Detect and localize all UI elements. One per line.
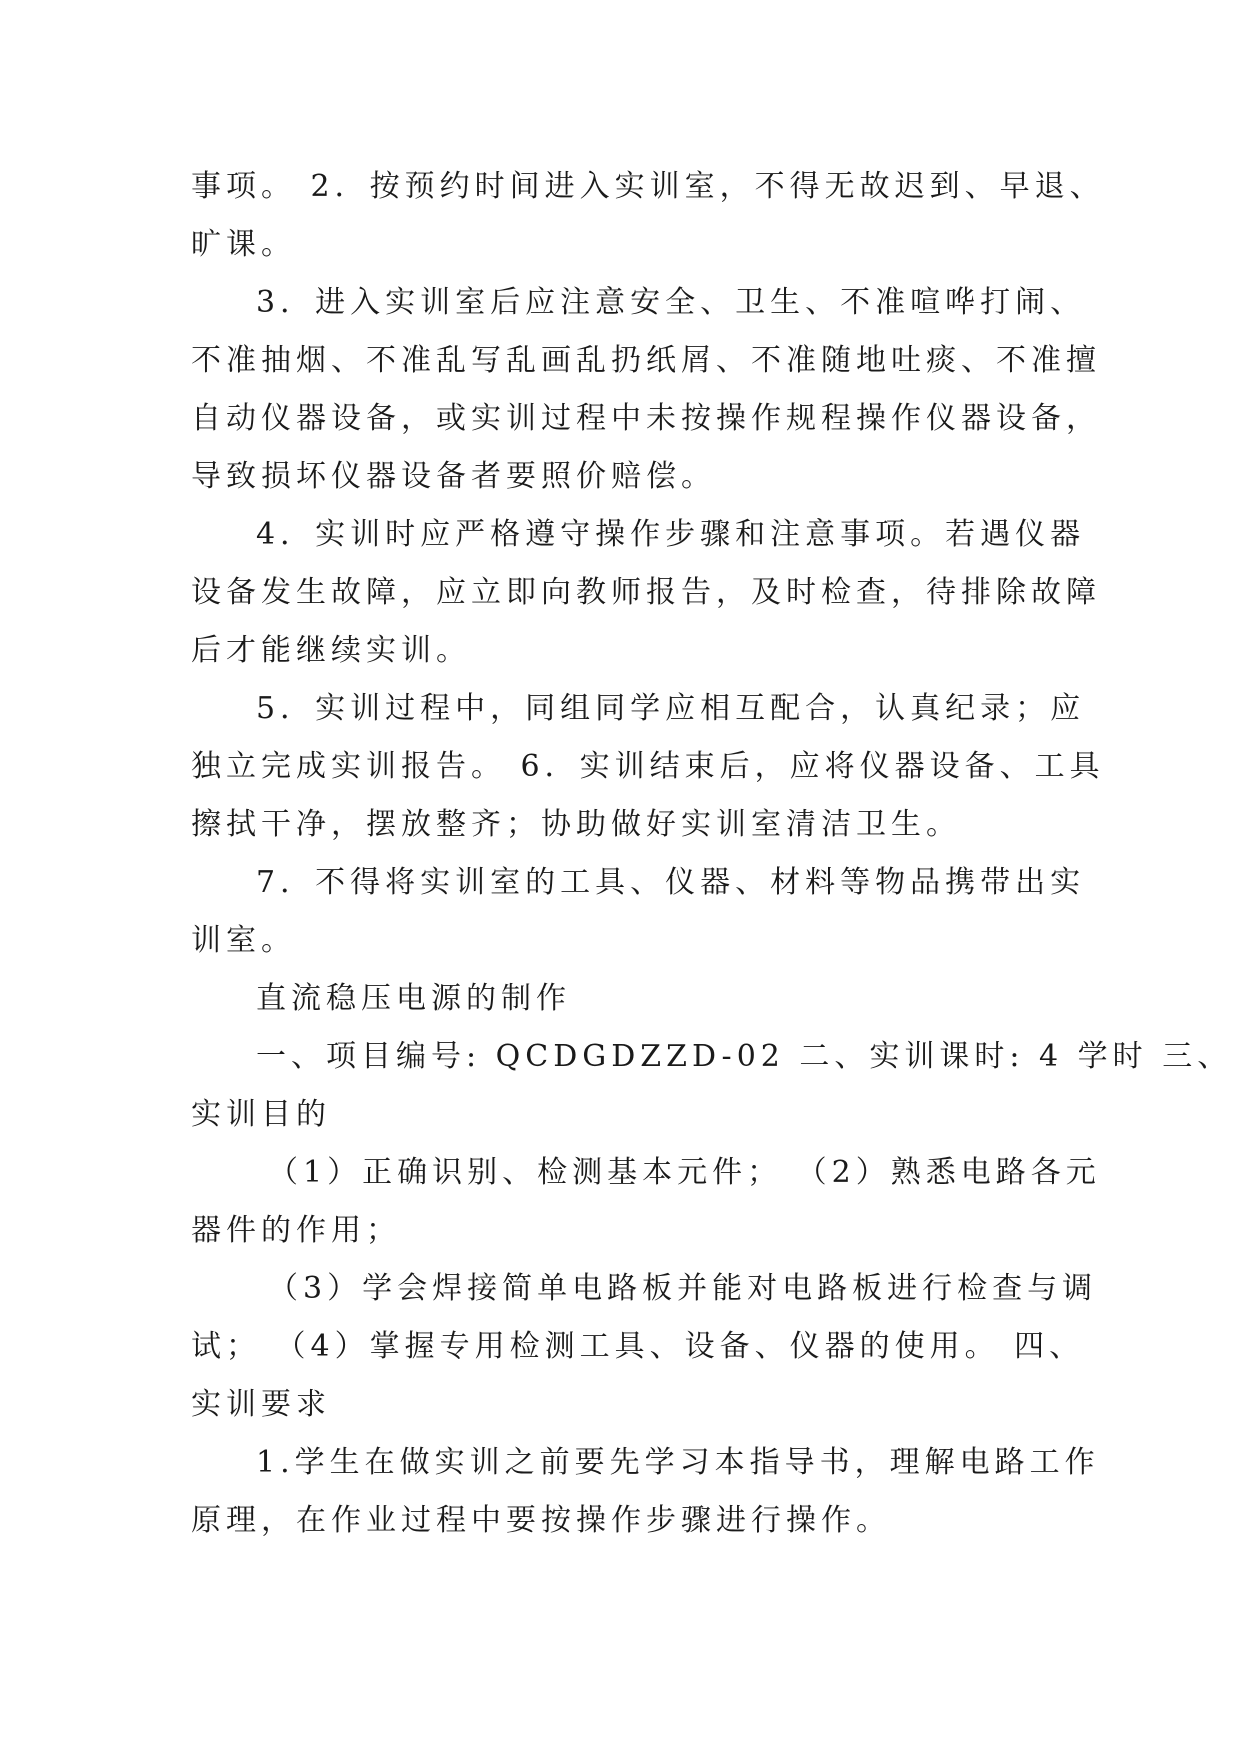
text-line: （3）学会焊接简单电路板并能对电路板进行检查与调 (268, 1271, 1098, 1306)
text-line: 实训目的 (191, 1097, 331, 1132)
text-line: 原理，在作业过程中要按操作步骤进行操作。 (191, 1503, 891, 1538)
text-line: 器件的作用； (191, 1213, 401, 1248)
text-line: 一、项目编号: QCDGDZZD-02 二、实训课时: 4 学时 三、 (256, 1039, 1233, 1074)
text-line: 4．实训时应严格遵守操作步骤和注意事项。若遇仪器 (256, 517, 1086, 552)
text-line: 擦拭干净，摆放整齐；协助做好实训室清洁卫生。 (191, 807, 961, 842)
text-line: 后才能继续实训。 (191, 633, 471, 668)
text-line: 3．进入实训室后应注意安全、卫生、不准喧哗打闹、 (256, 285, 1086, 320)
text-line: （1）正确识别、检测基本元件； （2）熟悉电路各元 (268, 1155, 1101, 1190)
text-line: 独立完成实训报告。 6．实训结束后，应将仪器设备、工具 (191, 749, 1105, 784)
text-line: 导致损坏仪器设备者要照价赔偿。 (191, 459, 716, 494)
text-line: 旷课。 (191, 227, 296, 262)
text-line: 不准抽烟、不准乱写乱画乱扔纸屑、不准随地吐痰、不准擅 (191, 343, 1101, 378)
text-line: 设备发生故障，应立即向教师报告，及时检查，待排除故障 (191, 575, 1101, 610)
text-line: 试； （4）掌握专用检测工具、设备、仪器的使用。 四、 (191, 1329, 1085, 1364)
text-line: 5．实训过程中，同组同学应相互配合，认真纪录；应 (256, 691, 1086, 726)
text-line: 训室。 (191, 923, 296, 958)
text-line: 事项。 2．按预约时间进入实训室，不得无故迟到、早退、 (191, 169, 1105, 204)
text-line: 实训要求 (191, 1387, 331, 1422)
section-title: 直流稳压电源的制作 (256, 981, 571, 1016)
text-line: 1.学生在做实训之前要先学习本指导书，理解电路工作 (256, 1445, 1100, 1480)
text-line: 自动仪器设备，或实训过程中未按操作规程操作仪器设备， (191, 401, 1101, 436)
text-line: 7．不得将实训室的工具、仪器、材料等物品携带出实 (256, 865, 1086, 900)
